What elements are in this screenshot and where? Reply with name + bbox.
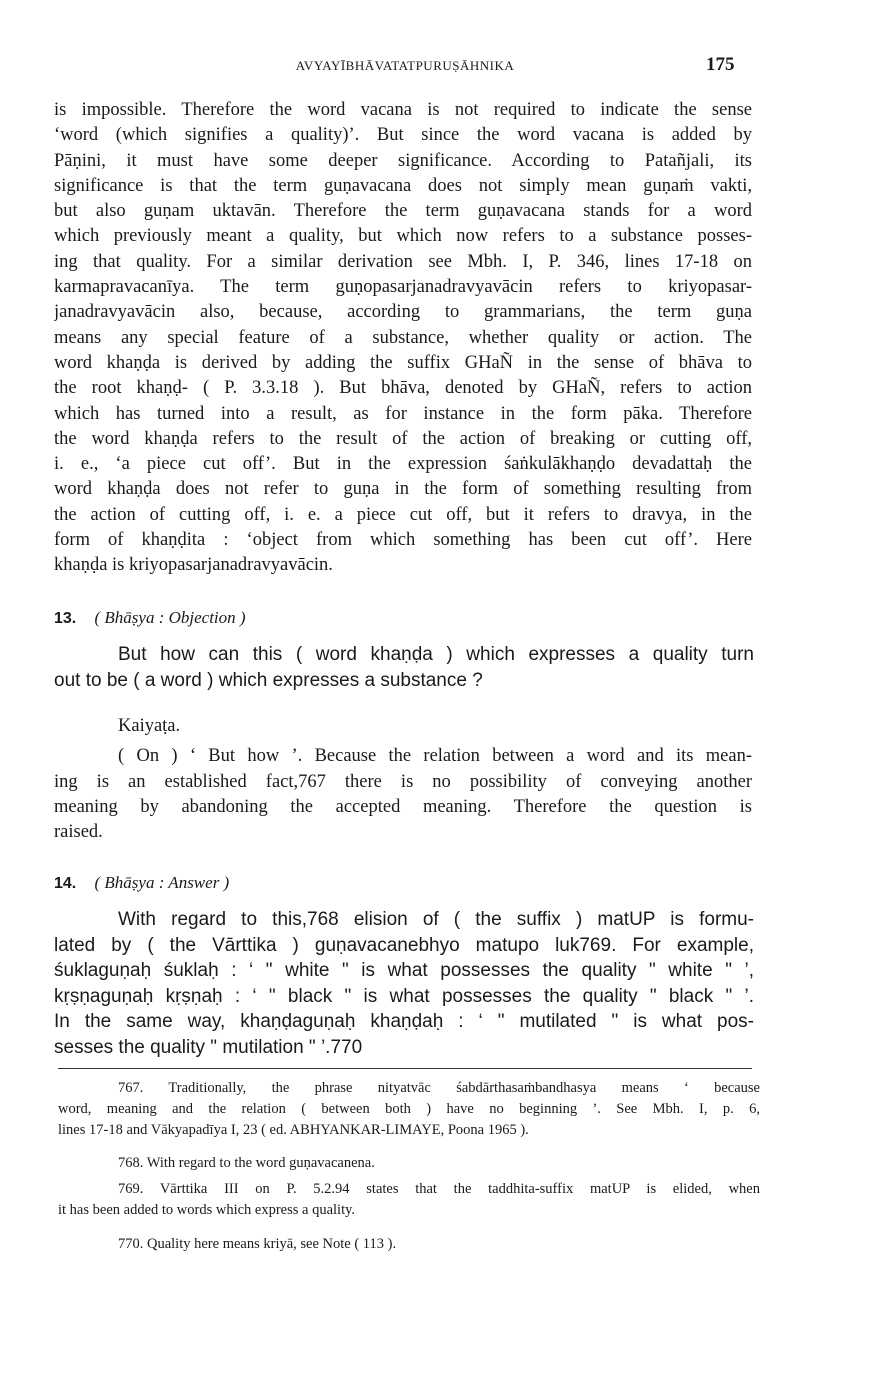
footnote-line: 770. Quality here means kriyā, see Note ( 113 ). [118, 1236, 397, 1252]
text-line: karmapravacanīya. The term guṇopasarjanadravyavācin refers to kriyopasar- [54, 277, 752, 298]
text-line: ‘word (which signifies a quality)’. But since the word vacana is added by [54, 125, 752, 146]
footnote-line: word, meaning and the relation ( between both ) have no beginning ’. See Mbh. I, p. 6, [58, 1101, 760, 1117]
footnote-line: 769. Vārttika III on P. 5.2.94 states that the taddhita-suffix matUP is elided, when [118, 1181, 760, 1197]
text-line: lated by ( the Vārttika ) guṇavacanebhyo matupo luk769. For example, [54, 934, 754, 956]
page-number: 175 [706, 54, 735, 75]
section-title: ( Bhāṣya : Answer ) [94, 873, 230, 892]
text-line: kṛṣṇaguṇaḥ kṛṣṇaḥ : ‘ " black " is what possesses the quality " black " ’. [54, 985, 754, 1007]
kaiyata-label: Kaiyaṭa. [118, 716, 181, 736]
text-line: khaṇḍa is kriyopasarjanadravyavācin. [54, 555, 333, 576]
footnote-line: 768. With regard to the word guṇavacanena. [118, 1155, 375, 1171]
footnote-768 [58, 1153, 760, 1174]
text-line: the word khaṇḍa refers to the result of the action of breaking or cutting off, [54, 428, 752, 449]
text-line: which has turned into a result, as for instance in the form pāka. Therefore [54, 403, 752, 424]
text-line: which previously meant a quality, but which now refers to a substance posses- [54, 226, 752, 247]
text-line: i. e., ‘a piece cut off’. But in the expression śaṅkulākhaṇḍo devadattaḥ the [54, 454, 752, 475]
text-line: but also guṇam uktavān. Therefore the term guṇavacana stands for a word [54, 201, 752, 222]
text-line: Pāṇini, it must have some deeper significance. According to Patañjali, its [54, 150, 752, 171]
text-line: is impossible. Therefore the word vacana is not required to indicate the sense [54, 100, 752, 120]
text-line: word khaṇḍa is derived by adding the suffix GHaÑ in the sense of bhāva to [54, 352, 752, 373]
section-13-text [54, 642, 754, 693]
text-line: means any special feature of a substance, whether quality or action. The [54, 327, 752, 348]
footnote-line: it has been added to words which express a quality. [58, 1202, 356, 1218]
section-13-heading [54, 608, 246, 628]
text-line: ( On ) ‘ But how ’. Because the relation between a word and its mean- [118, 746, 752, 767]
main-paragraph [54, 98, 752, 579]
kaiyata-commentary [54, 714, 752, 845]
footnote-767 [58, 1078, 760, 1141]
running-title: AVYAYĪBHĀVATATPURUṢĀHNIKA [295, 58, 515, 73]
section-number: 14. [54, 875, 77, 892]
text-line: significance is that the term guṇavacana does not simply mean guṇaṁ vakti, [54, 175, 752, 196]
text-line: form of khaṇḍita : ‘object from which something has been cut off’. Here [54, 530, 752, 551]
text-line: word khaṇḍa does not refer to guṇa in the form of something resulting from [54, 479, 752, 500]
section-14-heading [54, 873, 229, 893]
text-line: In the same way, khaṇḍaguṇaḥ khaṇḍaḥ : ‘ " mutilated " is what pos- [54, 1011, 754, 1032]
section-number: 13. [54, 610, 77, 627]
text-line: raised. [54, 822, 103, 843]
footnote-separator [58, 1068, 752, 1069]
footnote-line: lines 17-18 and Vākyapadīya I, 23 ( ed. ABHYANKAR-LIMAYE, Poona 1965 ). [58, 1122, 529, 1138]
text-line: ing that quality. For a similar derivation see Mbh. I, P. 346, lines 17-18 on [54, 251, 752, 272]
footnote-769 [58, 1179, 760, 1221]
text-line: sesses the quality " mutilation " ’.770 [54, 1036, 363, 1058]
section-14-text [54, 907, 754, 1060]
text-line: the root khaṇḍ- ( P. 3.3.18 ). But bhāva, denoted by GHaÑ, refers to action [54, 378, 752, 399]
text-line: out to be ( a word ) which expresses a substance ? [54, 669, 483, 691]
section-title: ( Bhāṣya : Objection ) [94, 608, 246, 627]
text-line: janadravyavācin also, because, according to grammarians, the term guṇa [54, 302, 752, 323]
footnote-770 [58, 1234, 760, 1255]
text-line: But how can this ( word khaṇḍa ) which expresses a quality turn [118, 644, 754, 665]
text-line: the action of cutting off, i. e. a piece cut off, but it refers to dravya, in the [54, 504, 752, 525]
text-line: With regard to this,768 elision of ( the suffix ) matUP is formu- [118, 909, 754, 930]
text-line: meaning by abandoning the accepted meaning. Therefore the question is [54, 796, 752, 817]
footnote-line: 767. Traditionally, the phrase nityatvāc śabdārthasaṁbandhasya means ‘ because [118, 1080, 760, 1096]
text-line: śuklaguṇaḥ śuklaḥ : ‘ " white " is what possesses the quality " white " ’, [54, 960, 754, 981]
text-line: ing is an established fact,767 there is no possibility of conveying another [54, 771, 752, 792]
